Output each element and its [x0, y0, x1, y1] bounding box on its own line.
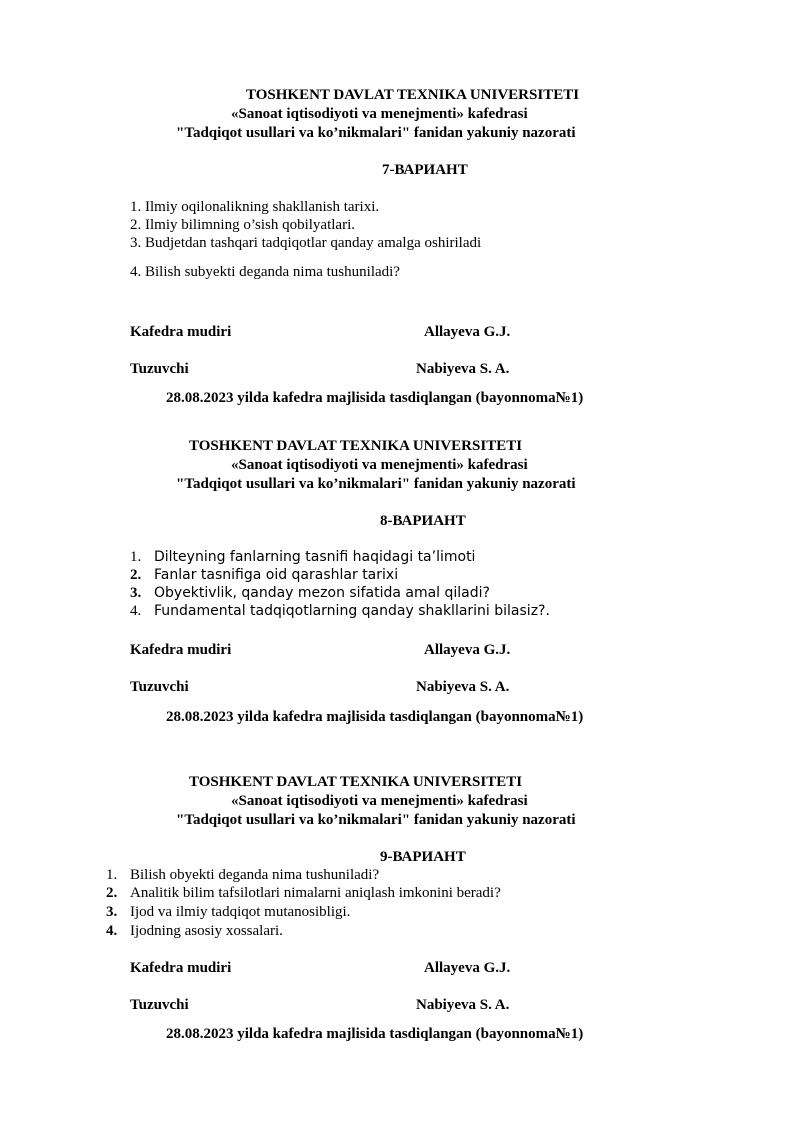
exam-title: "Tadqiqot usullari va ko’nikmalari" fanidan yakuniy nazorati — [176, 125, 576, 141]
head-name: Allayeva G.J. — [424, 642, 511, 658]
question-number: 1. — [130, 549, 142, 565]
question-text: Obyektivlik, qanday mezon sifatida amal qiladi? — [154, 585, 490, 601]
head-name: Allayeva G.J. — [424, 324, 511, 340]
department-title: «Sanoat iqtisodiyoti va menejmenti» kafedrasi — [231, 106, 528, 122]
question-item: 4. Bilish subyekti deganda nima tushuniladi? — [130, 264, 400, 280]
question-text: Ijod va ilmiy tadqiqot mutanosibligi. — [130, 904, 351, 920]
university-title: TOSHKENT DAVLAT TEXNIKA UNIVERSITETI — [189, 438, 523, 454]
question-number: 2. — [130, 567, 142, 583]
approval-note: 28.08.2023 yilda kafedra majlisida tasdiqlangan (bayonnoma№1) — [166, 1026, 584, 1042]
university-title: TOSHKENT DAVLAT TEXNIKA UNIVERSITETI — [246, 87, 580, 103]
university-title: TOSHKENT DAVLAT TEXNIKA UNIVERSITETI — [189, 774, 523, 790]
department-title: «Sanoat iqtisodiyoti va menejmenti» kafedrasi — [231, 793, 528, 809]
question-text: Fundamental tadqiqotlarning qanday shakllarini bilasiz?. — [154, 603, 550, 619]
variant-heading: 9-ВАРИАНТ — [380, 849, 466, 865]
exam-title: "Tadqiqot usullari va ko’nikmalari" fanidan yakuniy nazorati — [176, 476, 576, 492]
variant-heading: 8-ВАРИАНТ — [380, 513, 466, 529]
exam-title: "Tadqiqot usullari va ko’nikmalari" fanidan yakuniy nazorati — [176, 812, 576, 828]
author-role-label: Tuzuvchi — [130, 679, 189, 695]
head-role-label: Kafedra mudiri — [130, 324, 232, 340]
question-number: 2. — [106, 885, 118, 901]
head-role-label: Kafedra mudiri — [130, 960, 232, 976]
question-text: Dilteyning fanlarning tasnifi haqidagi ta’limoti — [154, 549, 476, 565]
question-number: 3. — [106, 904, 118, 920]
author-name: Nabiyeva S. A. — [416, 679, 510, 695]
question-number: 3. — [130, 585, 142, 601]
author-role-label: Tuzuvchi — [130, 361, 189, 377]
question-item: 3. Budjetdan tashqari tadqiqotlar qanday amalga oshiriladi — [130, 235, 482, 251]
head-name: Allayeva G.J. — [424, 960, 511, 976]
author-role-label: Tuzuvchi — [130, 997, 189, 1013]
question-number: 4. — [130, 603, 142, 619]
question-text: Fanlar tasnifiga oid qarashlar tarixi — [154, 567, 399, 583]
department-title: «Sanoat iqtisodiyoti va menejmenti» kafedrasi — [231, 457, 528, 473]
approval-note: 28.08.2023 yilda kafedra majlisida tasdiqlangan (bayonnoma№1) — [166, 709, 584, 725]
approval-note: 28.08.2023 yilda kafedra majlisida tasdiqlangan (bayonnoma№1) — [166, 390, 584, 406]
author-name: Nabiyeva S. A. — [416, 997, 510, 1013]
question-number: 1. — [106, 867, 118, 883]
question-item: 2. Ilmiy bilimning o’sish qobilyatlari. — [130, 217, 355, 233]
question-item: 1. Ilmiy oqilonalikning shakllanish tarixi. — [130, 199, 380, 215]
question-text: Analitik bilim tafsilotlari nimalarni aniqlash imkonini beradi? — [130, 885, 501, 901]
question-text: Bilish obyekti deganda nima tushuniladi? — [130, 867, 380, 883]
question-text: Ijodning asosiy xossalari. — [130, 923, 283, 939]
question-number: 4. — [106, 923, 118, 939]
head-role-label: Kafedra mudiri — [130, 642, 232, 658]
variant-heading: 7-ВАРИАНТ — [382, 162, 468, 178]
author-name: Nabiyeva S. A. — [416, 361, 510, 377]
